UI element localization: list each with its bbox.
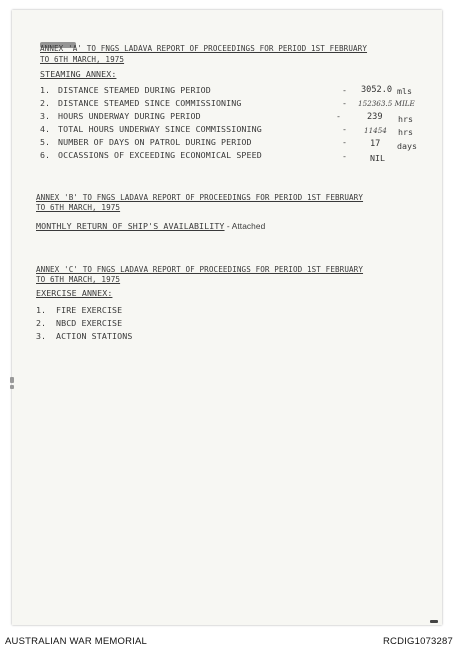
item-label: OCCASSIONS OF EXCEEDING ECONOMICAL SPEED [58,150,262,160]
item-label: ACTION STATIONS [56,331,133,341]
item-value: NIL [370,153,385,163]
item-value-handwritten: 152363.5 MILE [358,99,415,108]
item-label: NUMBER OF DAYS ON PATROL DURING PERIOD [58,137,252,147]
footer-right-id: RCDIG1073287 [383,636,453,647]
availability-return-title: MONTHLY RETURN OF SHIP'S AVAILABILITY [36,221,225,231]
item-label: DISTANCE STEAMED SINCE COMMISSIONING [58,98,242,108]
binder-mark [10,377,14,383]
item-label: FIRE EXERCISE [56,305,123,315]
item-number: 5. [40,137,50,147]
annex-a-heading-line1: ANNEX 'A' TO FNGS LADAVA REPORT OF PROCEEDINGS FOR PERIOD 1ST FEBRUARY [40,44,368,53]
item-number: 1. [36,305,46,315]
item-value: 239 [367,112,383,122]
annex-b-heading-line2: TO 6TH MARCH, 1975 [36,203,121,212]
item-value: 3052.0 [361,85,393,95]
document-page [12,10,442,625]
item-dash: - [342,98,347,108]
item-number: 6. [40,150,50,160]
item-unit: hrs [398,114,413,124]
item-dash: - [342,124,347,134]
item-label: TOTAL HOURS UNDERWAY SINCE COMMISSIONING [58,124,262,134]
availability-return-note: - Attached [224,221,266,231]
item-number: 3. [40,111,50,121]
item-unit: hrs [398,127,413,137]
item-label: NBCD EXERCISE [56,318,123,328]
annex-c-heading-line2: TO 6TH MARCH, 1975 [36,275,121,284]
item-dash: - [342,137,347,147]
steaming-annex-subheading: STEAMING ANNEX: [40,69,117,79]
item-unit: days [397,141,417,151]
item-dash: - [336,111,341,121]
binder-mark [10,385,14,389]
page-corner-mark [430,620,438,623]
item-value: 17 [370,139,381,149]
exercise-annex-subheading: EXERCISE ANNEX: [36,288,113,298]
item-dash: - [342,151,347,161]
availability-return-line [36,221,265,231]
item-number: 2. [40,98,50,108]
footer-left-credit: AUSTRALIAN WAR MEMORIAL [5,636,148,647]
item-value-handwritten: 11454 [364,126,387,135]
item-label: DISTANCE STEAMED DURING PERIOD [58,85,211,95]
item-number: 1. [40,85,50,95]
item-unit: mls [397,86,412,96]
annex-b-heading-line1: ANNEX 'B' TO FNGS LADAVA REPORT OF PROCEEDINGS FOR PERIOD 1ST FEBRUARY [36,193,364,202]
item-dash: - [342,85,347,95]
item-label: HOURS UNDERWAY DURING PERIOD [58,111,201,121]
item-number: 4. [40,124,50,134]
annex-a-heading-line2: TO 6TH MARCH, 1975 [40,55,125,64]
item-number: 3. [36,331,46,341]
item-number: 2. [36,318,46,328]
annex-c-heading-line1: ANNEX 'C' TO FNGS LADAVA REPORT OF PROCEEDINGS FOR PERIOD 1ST FEBRUARY [36,265,364,274]
